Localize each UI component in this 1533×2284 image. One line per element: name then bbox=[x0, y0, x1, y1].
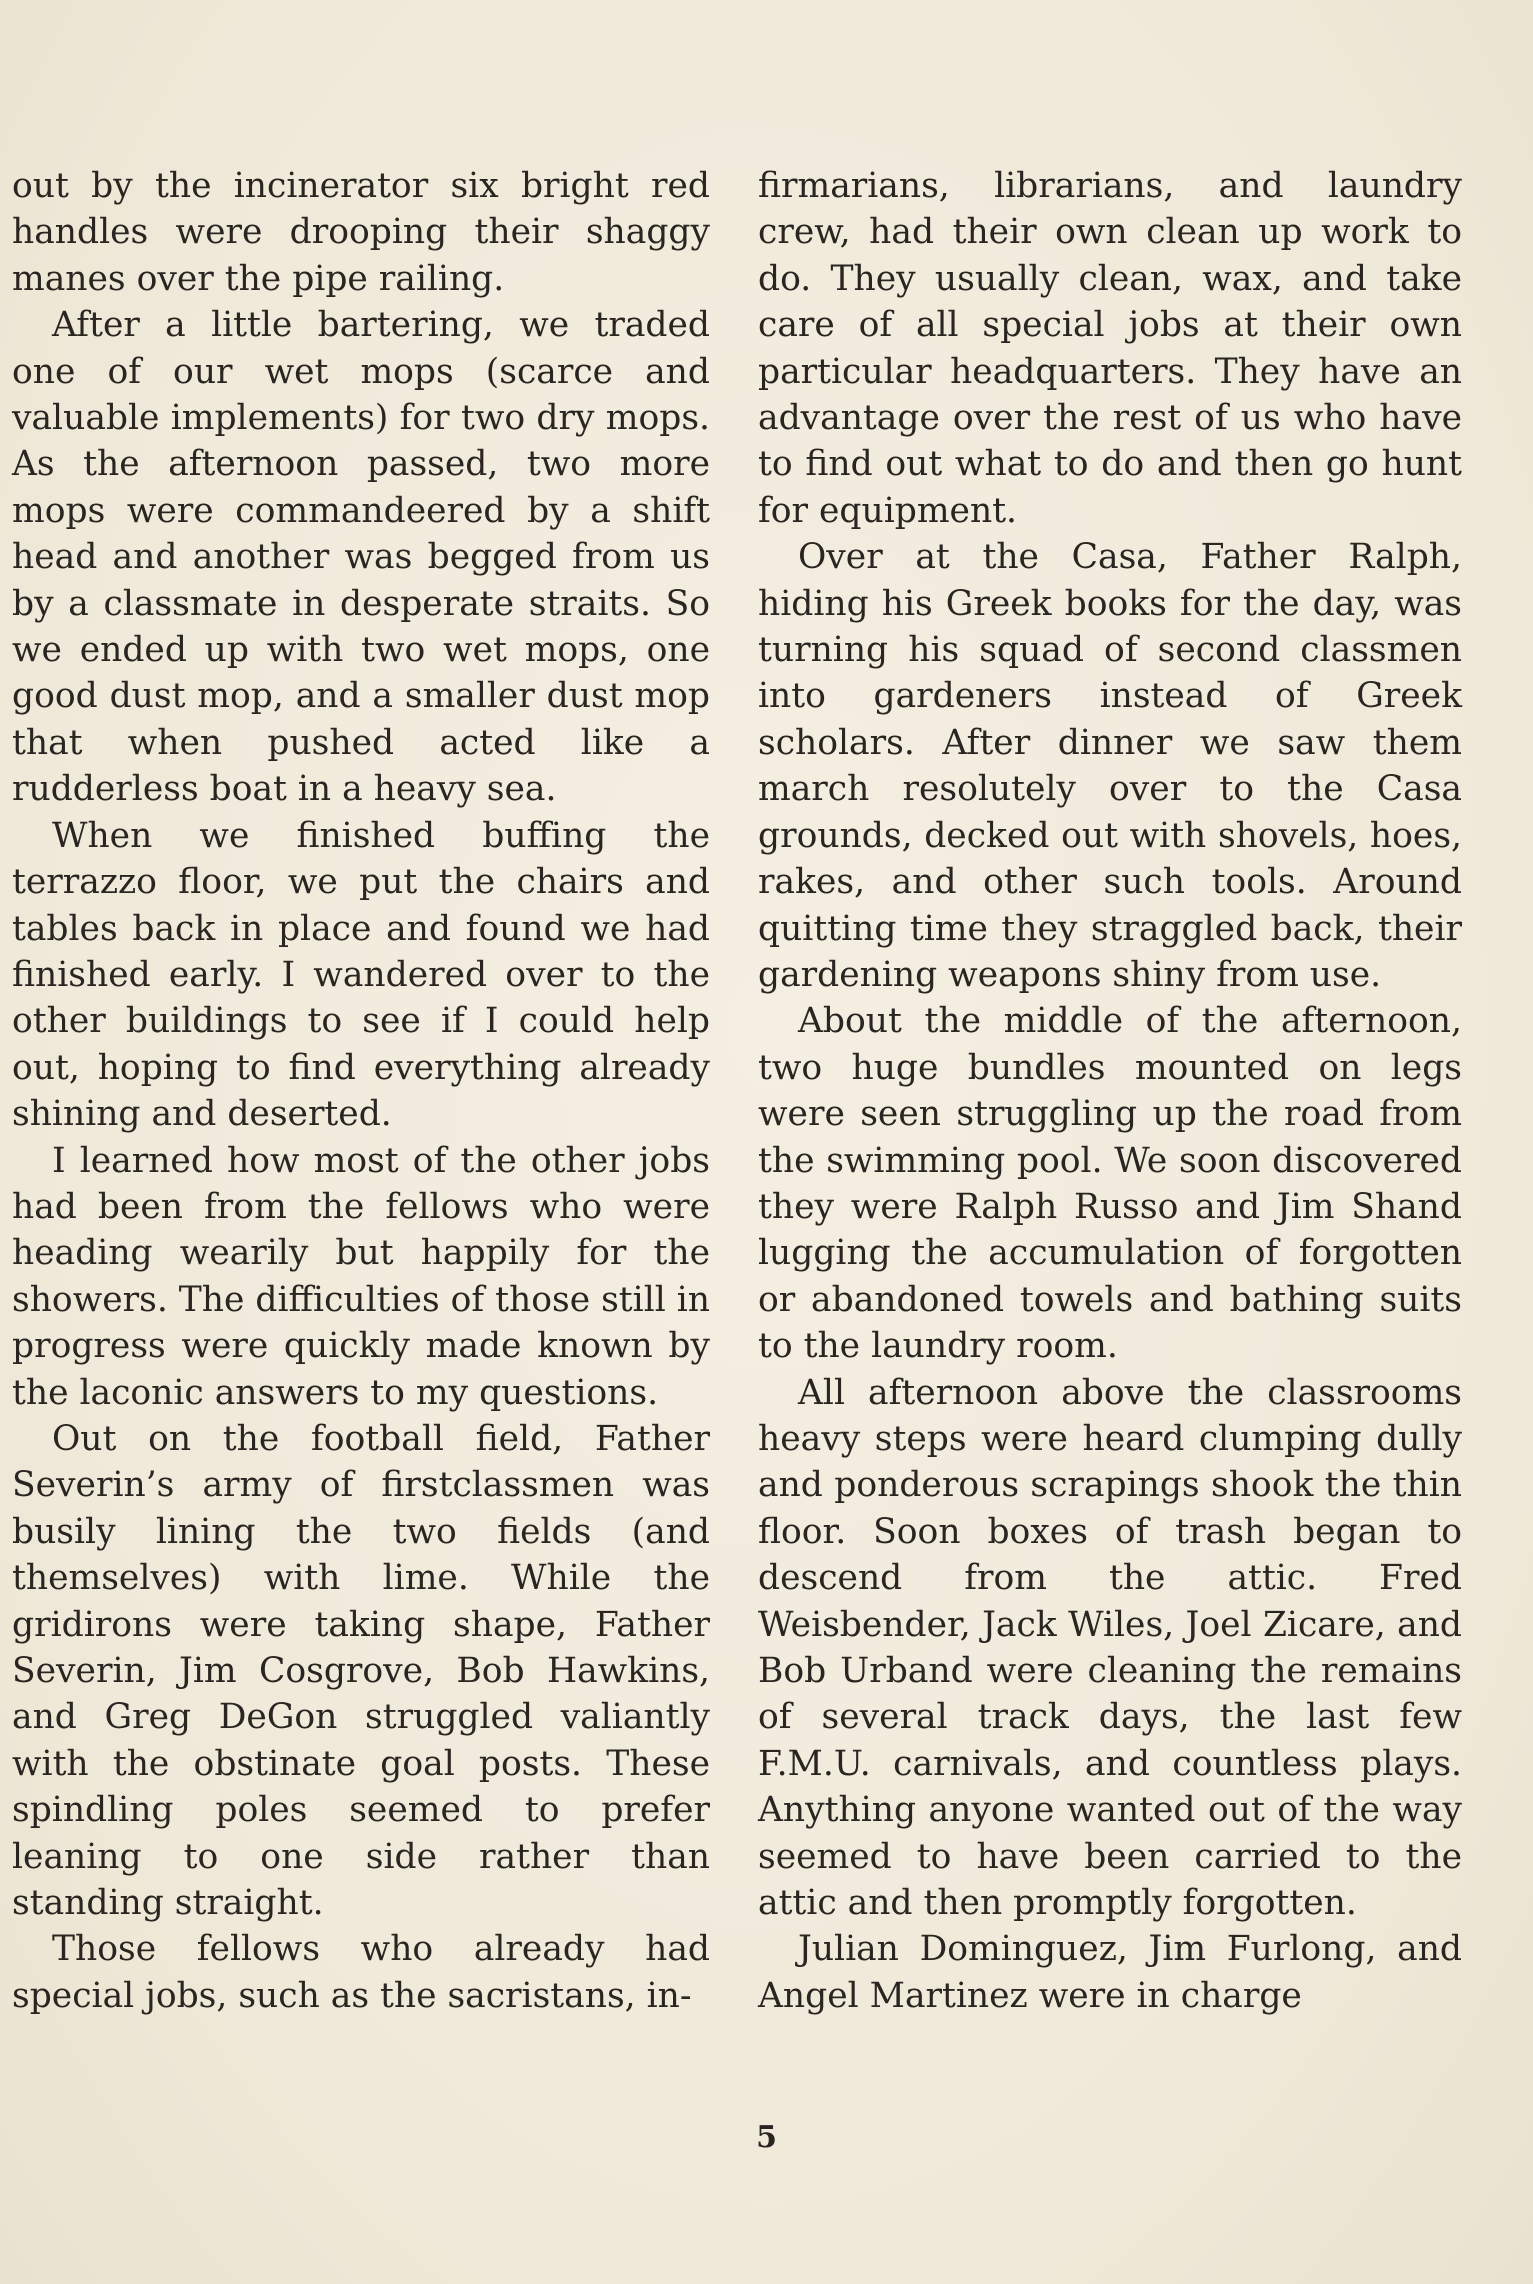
right-column bbox=[758, 163, 1462, 2019]
paragraph: All afternoon above the classrooms heavy steps were heard clumping dully and ponderous scrapings shook the thin floor. Soon boxes of trash began to descend from the attic. Fred Weisbender, Jack Wiles, Joel Zicare, and Bob Urband were cleaning the remains of several track days, the last few F.M.U. carnivals, and countless plays. Anything anyone wanted out of the way seemed to have been carried to the attic and then promptly forgotten. bbox=[758, 1372, 1462, 1924]
paragraph: Those fellows who already had special jobs, such as the sacristans, in- bbox=[12, 1929, 710, 2016]
left-column bbox=[12, 163, 710, 2019]
page-number: 5 bbox=[756, 2120, 777, 2155]
paragraph: Julian Dominguez, Jim Furlong, and Angel Martinez were in charge bbox=[758, 1929, 1462, 2016]
paragraph: out by the incinerator six bright red handles were drooping their shaggy manes over the pipe railing. bbox=[12, 166, 710, 299]
paragraph: firmarians, librarians, and laundry crew, had their own clean up work to do. They usually clean, wax, and take care of all special jobs at their own particular headquarters. They have an advantage over the rest of us who have to find out what to do and then go hunt for equipment. bbox=[758, 166, 1462, 531]
paragraph: When we finished buffing the terrazzo floor, we put the chairs and tables back in place and found we had finished early. I wandered over to the other buildings to see if I could help out, hoping to find everything already shining and deserted. bbox=[12, 815, 710, 1135]
paragraph: About the middle of the afternoon, two huge bundles mounted on legs were seen struggling up the road from the swimming pool. We soon discovered they were Ralph Russo and Jim Shand lugging the accumulation of forgotten or abandoned towels and bathing suits to the laundry room. bbox=[758, 1001, 1462, 1367]
paragraph: I learned how most of the other jobs had been from the fellows who were heading wearily but happily for the showers. The difficulties of those still in progress were quickly made known by the laconic answers to my questions. bbox=[12, 1140, 710, 1413]
paragraph: Out on the football field, Father Severin’s army of firstclassmen was busily lining the two fields (and themselves) with lime. While the gridirons were taking shape, Father Severin, Jim Cosgrove, Bob Hawkins, and Greg DeGon struggled valiantly with the obstinate goal posts. These spindling poles seemed to prefer leaning to one side rather than standing straight. bbox=[12, 1418, 710, 1924]
paragraph: Over at the Casa, Father Ralph, hiding his Greek books for the day, was turning his squad of second classmen into gardeners instead of Greek scholars. After dinner we saw them march resolutely over to the Casa grounds, decked out with shovels, hoes, rakes, and other such tools. Around quitting time they straggled back, their gardening weapons shiny from use. bbox=[758, 537, 1462, 995]
paragraph: After a little bartering, we traded one of our wet mops (scarce and valuable implements) for two dry mops. As the afternoon passed, two more mops were commandeered by a shift head and another was begged from us by a classmate in desperate straits. So we ended up with two wet mops, one good dust mop, and a smaller dust mop that when pushed acted like a rudderless boat in a heavy sea. bbox=[12, 305, 710, 810]
